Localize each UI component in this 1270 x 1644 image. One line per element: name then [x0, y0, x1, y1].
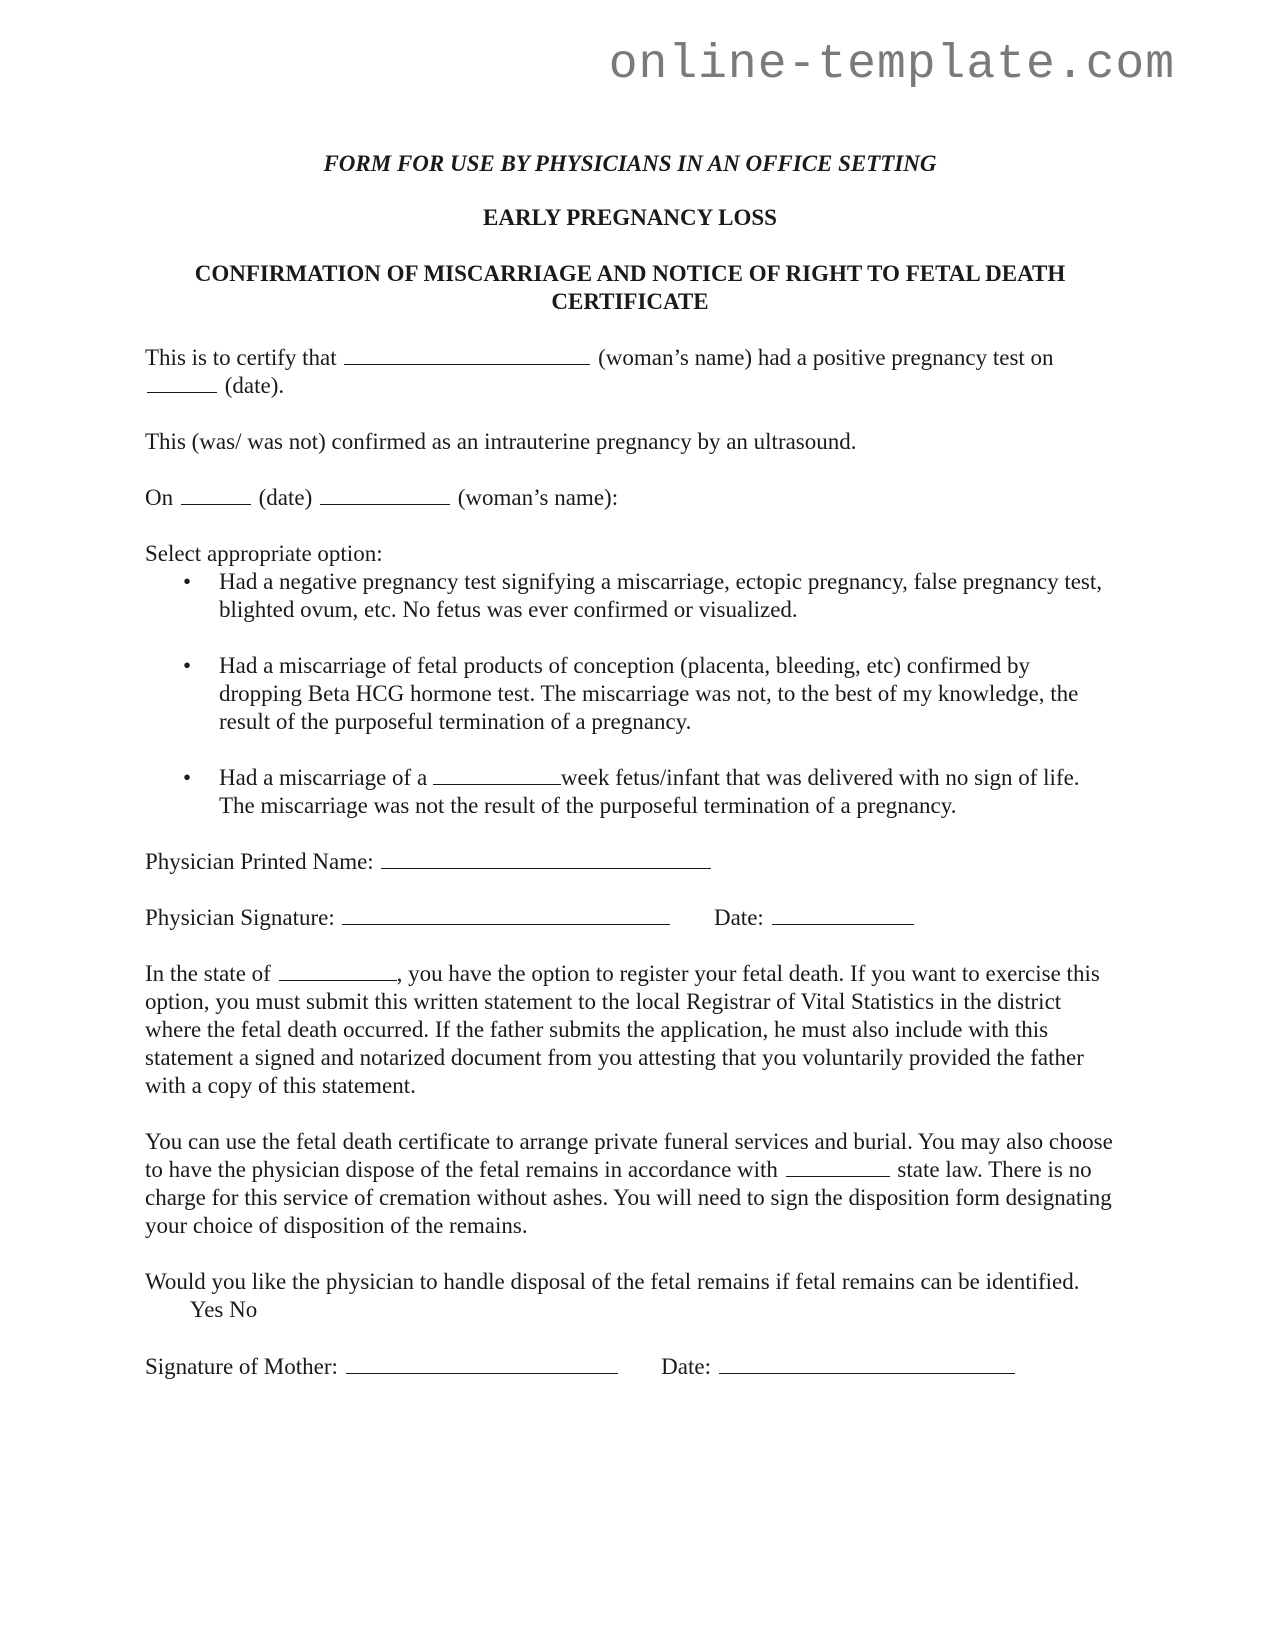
- state-field[interactable]: [279, 960, 397, 981]
- physician-date-field[interactable]: [772, 904, 914, 925]
- mother-signature-label: Signature of Mother:: [145, 1354, 338, 1379]
- form-office-title: FORM FOR USE BY PHYSICIANS IN AN OFFICE SETTING: [323, 151, 937, 176]
- yes-label: Yes: [189, 1297, 224, 1322]
- certify-paragraph: [145, 344, 1115, 400]
- physician-signature-field[interactable]: [342, 904, 670, 925]
- form-main-title: EARLY PREGNANCY LOSS: [483, 205, 777, 230]
- weeks-field[interactable]: [433, 764, 561, 785]
- form-page: [145, 150, 1115, 1409]
- options-list: [145, 568, 1115, 820]
- certify-prefix: This is to certify that: [145, 345, 337, 370]
- option-products-of-conception[interactable]: [219, 652, 1115, 736]
- mother-signature-row: [145, 1353, 1115, 1381]
- on-date-hint: (date): [258, 485, 313, 510]
- state-law-field[interactable]: [786, 1156, 890, 1177]
- physician-date-label: Date:: [713, 905, 764, 930]
- on-name-hint: (woman’s name):: [457, 485, 619, 510]
- second-womans-name-field[interactable]: [320, 484, 450, 505]
- state-notice-prefix: In the state of: [145, 961, 271, 986]
- certify-date-hint: (date).: [224, 373, 285, 398]
- funeral-suffix: state law. There is no charge for this service of cremation without ashes. You will need to sign the disposition form designating your choice of disposition of the remains.: [145, 1157, 1112, 1238]
- physician-printed-name-field[interactable]: [381, 848, 711, 869]
- ultrasound-paragraph: This (was/ was not) confirmed as an intrauterine pregnancy by an ultrasound.: [145, 429, 857, 454]
- state-notice-suffix: , you have the option to register your fetal death. If you want to exercise this option, you must submit this written statement to the local Registrar of Vital Statistics in the district where the fetal death occurred. If the father submits the application, he must also include with this statement a signed and notarized document from you attesting that you voluntarily provided the father with a copy of this statement.: [145, 961, 1100, 1098]
- option-negative-test-text: Had a negative pregnancy test signifying a miscarriage, ectopic pregnancy, false pregnancy test, blighted ovum, etc. No fetus was ever confirmed or visualized.: [219, 569, 1103, 622]
- test-date-field[interactable]: [147, 372, 217, 393]
- state-notice-paragraph: [145, 960, 1115, 1100]
- on-label: On: [145, 485, 174, 510]
- option-products-text: Had a miscarriage of fetal products of conception (placenta, bleeding, etc) confirmed by dropping Beta HCG hormone test. The miscarriage was not, to the best of my knowledge, the result of the purposeful termination of a pregnancy.: [219, 653, 1079, 734]
- loss-date-field[interactable]: [181, 484, 251, 505]
- disposal-question-text: Would you like the physician to handle disposal of the fetal remains if fetal remains can be identified.: [145, 1269, 1080, 1294]
- on-date-line: [145, 484, 1115, 512]
- certify-name-hint: (woman’s name) had a positive pregnancy test: [598, 345, 1025, 370]
- certify-on: on: [1030, 345, 1054, 370]
- mother-date-label: Date:: [661, 1354, 711, 1379]
- disposal-question: [145, 1268, 1115, 1325]
- form-sub-title: CONFIRMATION OF MISCARRIAGE AND NOTICE OF RIGHT TO FETAL DEATH CERTIFICATE: [194, 261, 1066, 314]
- watermark: online-template.com: [608, 38, 1175, 92]
- funeral-prefix: You can use the fetal death certificate to arrange private funeral services and burial. You may also choose to have the physician dispose of the fetal remains in accordance with: [145, 1129, 1113, 1182]
- womans-name-field[interactable]: [344, 344, 590, 365]
- physician-printed-name-label: Physician Printed Name:: [145, 849, 374, 874]
- no-label: No: [229, 1297, 258, 1322]
- option-negative-test[interactable]: [219, 568, 1115, 624]
- physician-signature-label: Physician Signature:: [145, 905, 335, 930]
- option-fetus-delivered[interactable]: [219, 764, 1115, 820]
- option-fetus-suffix: week fetus/infant that was delivered with no sign of life. The miscarriage was not the result of the purposeful termination of a pregnancy.: [219, 765, 1080, 818]
- physician-printed-name-row: [145, 848, 1115, 876]
- mother-date-field[interactable]: [719, 1353, 1015, 1374]
- mother-signature-field[interactable]: [346, 1353, 618, 1374]
- option-fetus-prefix: Had a miscarriage of a: [219, 765, 428, 790]
- physician-signature-row: [145, 904, 1115, 932]
- funeral-paragraph: [145, 1128, 1115, 1240]
- options-title: Select appropriate option:: [145, 541, 383, 566]
